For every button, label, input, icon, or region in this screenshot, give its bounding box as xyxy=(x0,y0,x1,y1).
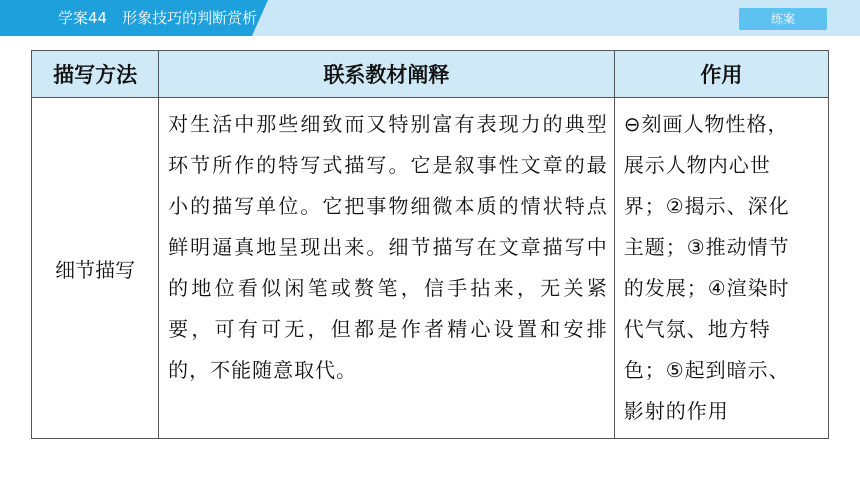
table-header-row xyxy=(32,51,829,98)
function-line: 色；⑤起到暗示、 xyxy=(623,358,790,382)
function-text xyxy=(615,98,828,438)
function-line: 影射的作用 xyxy=(623,399,729,423)
function-cell xyxy=(614,98,828,439)
table-row xyxy=(32,98,829,439)
page-title: 学案44 形象技巧的判断赏析 xyxy=(58,9,258,27)
function-line: 主题；③推动情节 xyxy=(623,235,790,259)
function-line: 的发展；④渲染时 xyxy=(623,276,790,300)
explanation-text: 对生活中那些细致而又特别富有表现力的典型环节所作的特写式描写。它是叙事性文章的最小的描写单位。它把事物细微本质的情状特点鲜明逼真地呈现出来。细节描写在文章描写中的地位看似闲笔或赘笔，信手拈来，无关紧要，可有可无，但都是作者精心设置和安排的，不能随意取代。 xyxy=(168,112,608,382)
function-line: 展示人物内心世 xyxy=(623,153,771,177)
function-line: 代气氛、地方特 xyxy=(623,317,771,341)
function-line: 界；②揭示、深化 xyxy=(623,194,790,218)
explanation-cell xyxy=(159,98,615,439)
header-method: 描写方法 xyxy=(32,51,159,98)
method-cell: 细节描写 xyxy=(32,98,159,439)
exercise-badge[interactable]: 练案 xyxy=(739,8,827,30)
header-explanation: 联系教材阐释 xyxy=(159,51,615,98)
header-function: 作用 xyxy=(614,51,828,98)
header-bar xyxy=(0,0,860,36)
content-table xyxy=(31,50,829,439)
function-line: ⊖刻画人物性格， xyxy=(623,112,789,136)
